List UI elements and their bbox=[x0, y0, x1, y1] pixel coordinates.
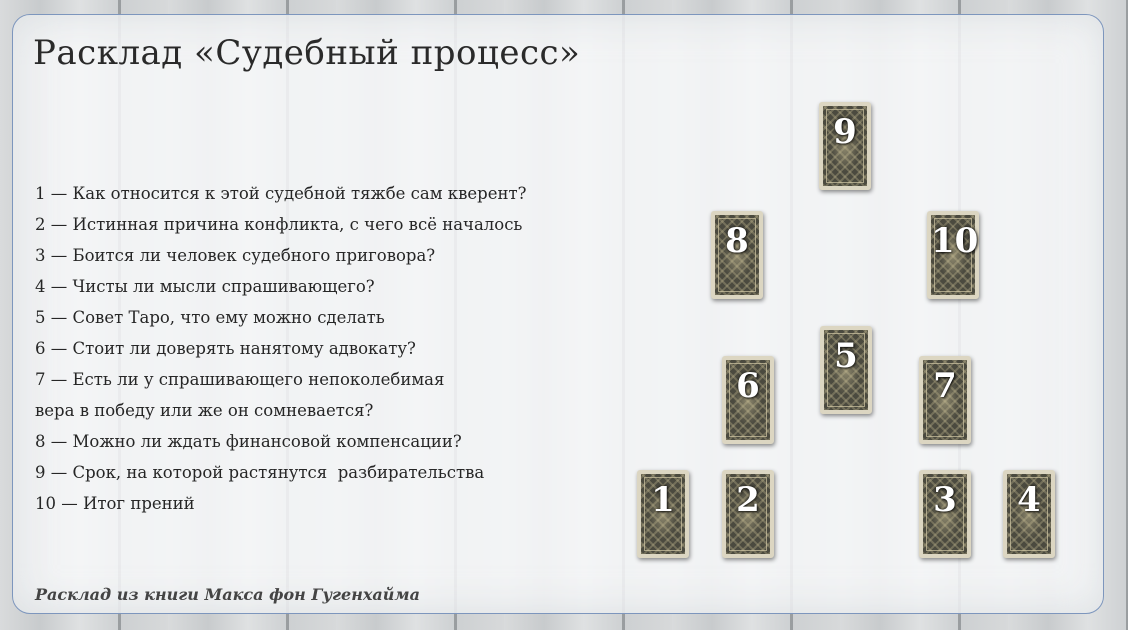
card-5 bbox=[820, 326, 872, 414]
positions-list bbox=[35, 178, 526, 519]
card-1 bbox=[637, 470, 689, 558]
card-number: 3 bbox=[933, 480, 957, 520]
card-number: 10 bbox=[931, 221, 979, 261]
position-9-text: 9 — Срок, на которой растянутся разбирательства bbox=[35, 463, 485, 482]
card-10 bbox=[927, 211, 979, 299]
card-number: 5 bbox=[834, 336, 858, 376]
card-8 bbox=[711, 211, 763, 299]
position-4-text: 4 — Чисты ли мысли спрашивающего? bbox=[35, 277, 375, 296]
position-2-text: 2 — Истинная причина конфликта, с чего всё началось bbox=[35, 215, 523, 234]
position-7-text-cont: вера в победу или же он сомневается? bbox=[35, 401, 374, 420]
page-title: Расклад «Судебный процесс» bbox=[33, 33, 581, 73]
card-number: 7 bbox=[933, 366, 957, 406]
position-5-text: 5 — Совет Таро, что ему можно сделать bbox=[35, 308, 385, 327]
card-number: 8 bbox=[725, 221, 749, 261]
position-10-text: 10 — Итог прений bbox=[35, 494, 195, 513]
source-note: Расклад из книги Макса фон Гугенхайма bbox=[35, 585, 420, 604]
position-7-text: 7 — Есть ли у спрашивающего непоколебимая bbox=[35, 370, 445, 389]
card-number: 6 bbox=[736, 366, 760, 406]
position-8-text: 8 — Можно ли ждать финансовой компенсации? bbox=[35, 432, 462, 451]
card-number: 9 bbox=[833, 112, 857, 152]
card-number: 1 bbox=[651, 480, 675, 520]
card-number: 4 bbox=[1017, 480, 1041, 520]
card-number: 2 bbox=[736, 480, 760, 520]
card-9 bbox=[819, 102, 871, 190]
card-6 bbox=[722, 356, 774, 444]
card-2 bbox=[722, 470, 774, 558]
position-3-text: 3 — Боится ли человек судебного приговора? bbox=[35, 246, 436, 265]
card-3 bbox=[919, 470, 971, 558]
card-4 bbox=[1003, 470, 1055, 558]
position-6-text: 6 — Стоит ли доверять нанятому адвокату? bbox=[35, 339, 416, 358]
card-7 bbox=[919, 356, 971, 444]
position-1-text: 1 — Как относится к этой судебной тяжбе сам кверент? bbox=[35, 184, 527, 203]
